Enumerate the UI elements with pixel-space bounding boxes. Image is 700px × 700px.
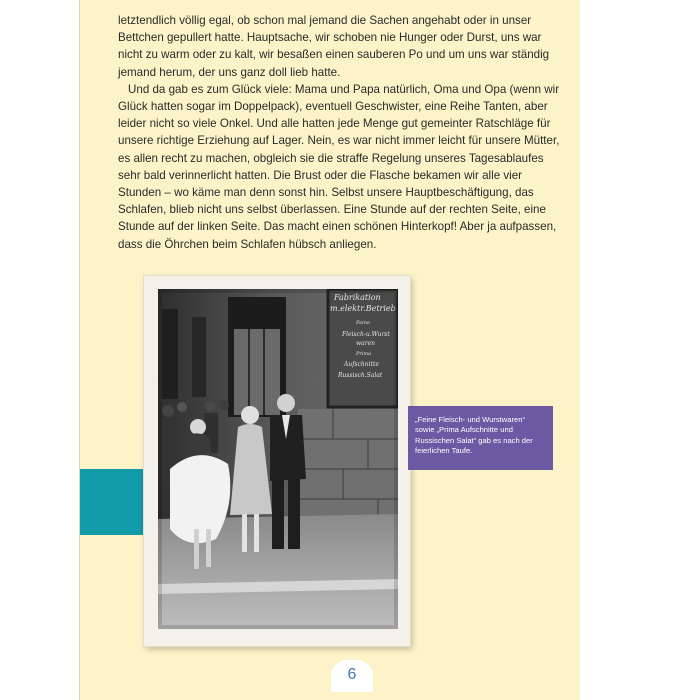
baptism-photo [158,289,398,629]
paragraph-1: letztendlich völlig egal, ob schon mal jemand die Sachen angehabt oder in unser Bettchen gepullert hatte. Hauptsache, wir schoben nie Hunger oder Durst, uns war nicht zu warm oder zu kalt, wir besaßen einen sauberen Po und um uns war ständig jemand herum, der uns ganz doll lieb hatte. [118,14,550,79]
teal-accent-block [80,469,148,535]
page-number: 6 [331,660,373,692]
sign-line-2: m.elektr.Betrieb [330,304,396,313]
sign-line-1: Fabrikation [334,293,381,302]
sign-line-7: Aufschnitte [344,361,379,368]
page-edge-divider [79,0,80,700]
sign-line-8: Russisch.Salat [338,372,383,379]
sign-line-3: Feine [356,320,370,326]
photo-illustration [158,289,398,629]
sign-line-5: waren [356,340,375,347]
photo-caption: „Feine Fleisch- und Wurstwaren“ sowie „Prima Aufschnitte und Russischen Salat“ gab es nach der feierlichen Taufe. [408,406,553,470]
sign-line-6: Prima [356,351,372,357]
photo-frame [144,276,410,646]
paragraph-2: Und da gab es zum Glück viele: Mama und Papa natürlich, Oma und Opa (wenn wir Glück hatten sogar im Doppelpack), eventuell Geschwister, eine Reihe Tanten, aber leider nicht so viele Onkel. Und alle hatten jede Menge gut gemeinter Ratschläge für unsere richtige Erziehung auf Lager. Nein, es war nicht immer leicht für unsere Mütter, es allen recht zu machen, obgleich sie die straffe Regelung unseres Tagesablaufes sehr bald verinnerlicht hatten. Die Brust oder die Flasche bekamen wir alle vier Stunden – wo käme man denn sonst hin. Selbst unsere Hauptbeschäftigung, das Schlafen, blieb nicht uns selbst überlassen. Eine Stunde auf der rechten Seite, eine Stunde auf der linken Seite. Das macht einen schönen Hinterkopf! Aber ja aufpassen, dass die Öhrchen beim Schlafen hübsch anliegen. [118,82,560,251]
body-text [118,12,562,253]
sign-line-4: Fleisch-u.Wurst [342,331,390,338]
